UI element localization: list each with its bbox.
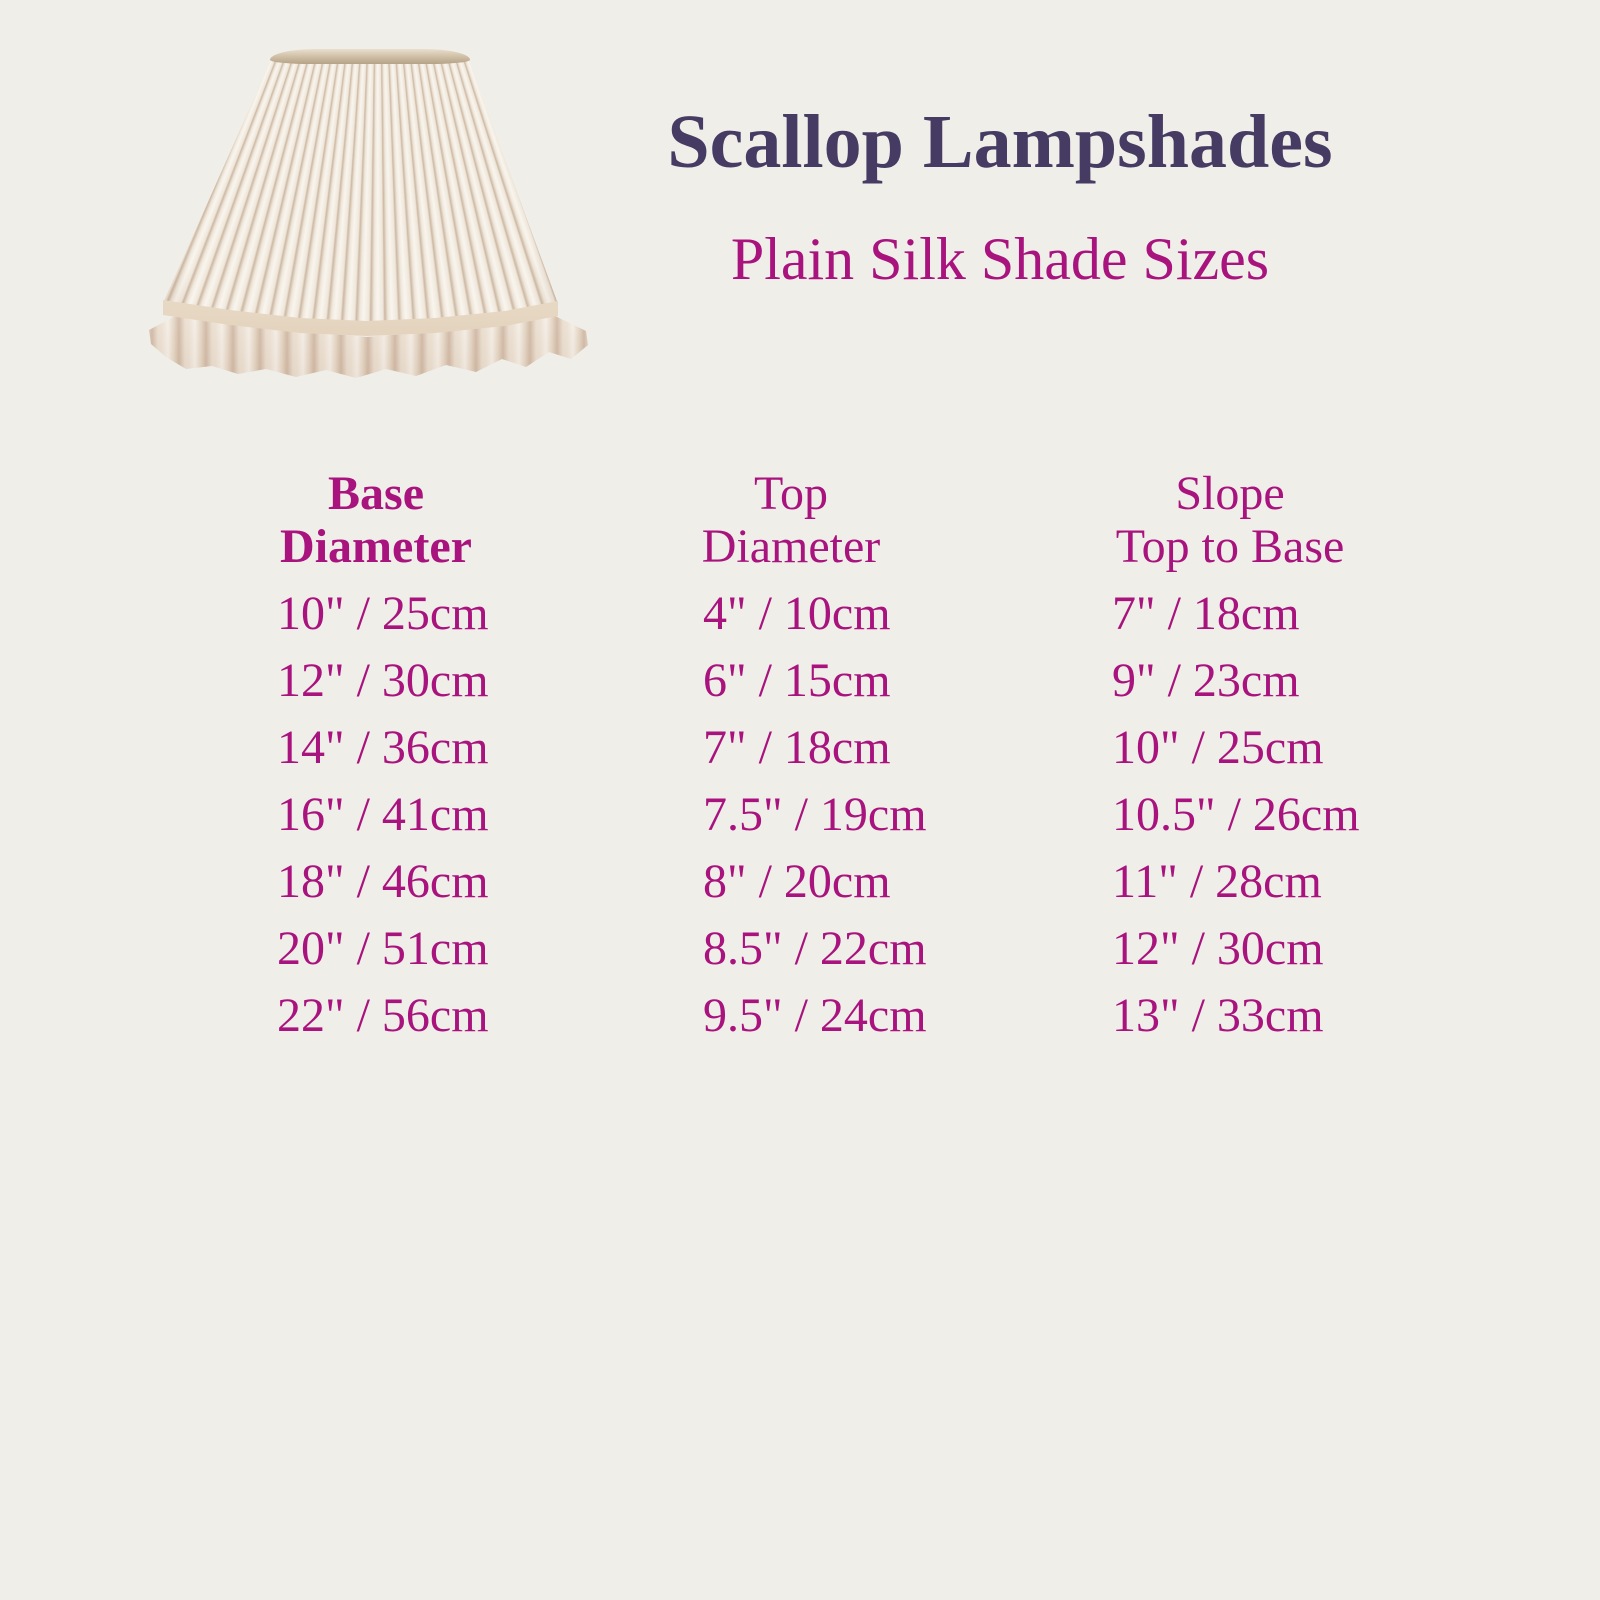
size-cell: 13" / 33cm (1112, 989, 1324, 1042)
size-cell: 11" / 28cm (1112, 855, 1322, 908)
header-line: Top to Base (1115, 520, 1345, 573)
size-cell: 12" / 30cm (277, 654, 489, 707)
size-cell: 7.5" / 19cm (703, 788, 927, 841)
column-header-top-diameter (591, 467, 991, 573)
page-title: Scallop Lampshades (667, 100, 1333, 184)
header-line: Slope (1175, 467, 1285, 520)
header-line: Diameter (701, 520, 881, 573)
column-values-slope (1112, 580, 1360, 1049)
size-cell: 18" / 46cm (277, 855, 489, 908)
page-subtitle: Plain Silk Shade Sizes (730, 226, 1270, 292)
column-header-base-diameter (176, 467, 576, 573)
size-cell: 7" / 18cm (703, 721, 891, 774)
size-cell: 8.5" / 22cm (703, 922, 927, 975)
header-line: Top (754, 467, 828, 520)
size-cell: 14" / 36cm (277, 721, 489, 774)
size-cell: 7" / 18cm (1112, 587, 1300, 640)
size-cell: 9" / 23cm (1112, 654, 1300, 707)
size-cell: 9.5" / 24cm (703, 989, 927, 1042)
lampshade-top-rim (270, 49, 470, 64)
size-cell: 6" / 15cm (703, 654, 891, 707)
column-values-top-diameter (703, 580, 927, 1049)
size-cell: 10.5" / 26cm (1112, 788, 1360, 841)
size-cell: 4" / 10cm (703, 587, 891, 640)
size-cell: 10" / 25cm (1112, 721, 1324, 774)
lampshade-photo (135, 38, 595, 388)
size-cell: 22" / 56cm (277, 989, 489, 1042)
size-cell: 16" / 41cm (277, 788, 489, 841)
column-values-base-diameter (277, 580, 489, 1049)
header-line: Base (328, 467, 424, 520)
column-header-slope (1030, 467, 1430, 573)
size-cell: 10" / 25cm (277, 587, 489, 640)
size-cell: 20" / 51cm (277, 922, 489, 975)
size-cell: 8" / 20cm (703, 855, 891, 908)
size-cell: 12" / 30cm (1112, 922, 1324, 975)
header-line: Diameter (280, 520, 472, 573)
